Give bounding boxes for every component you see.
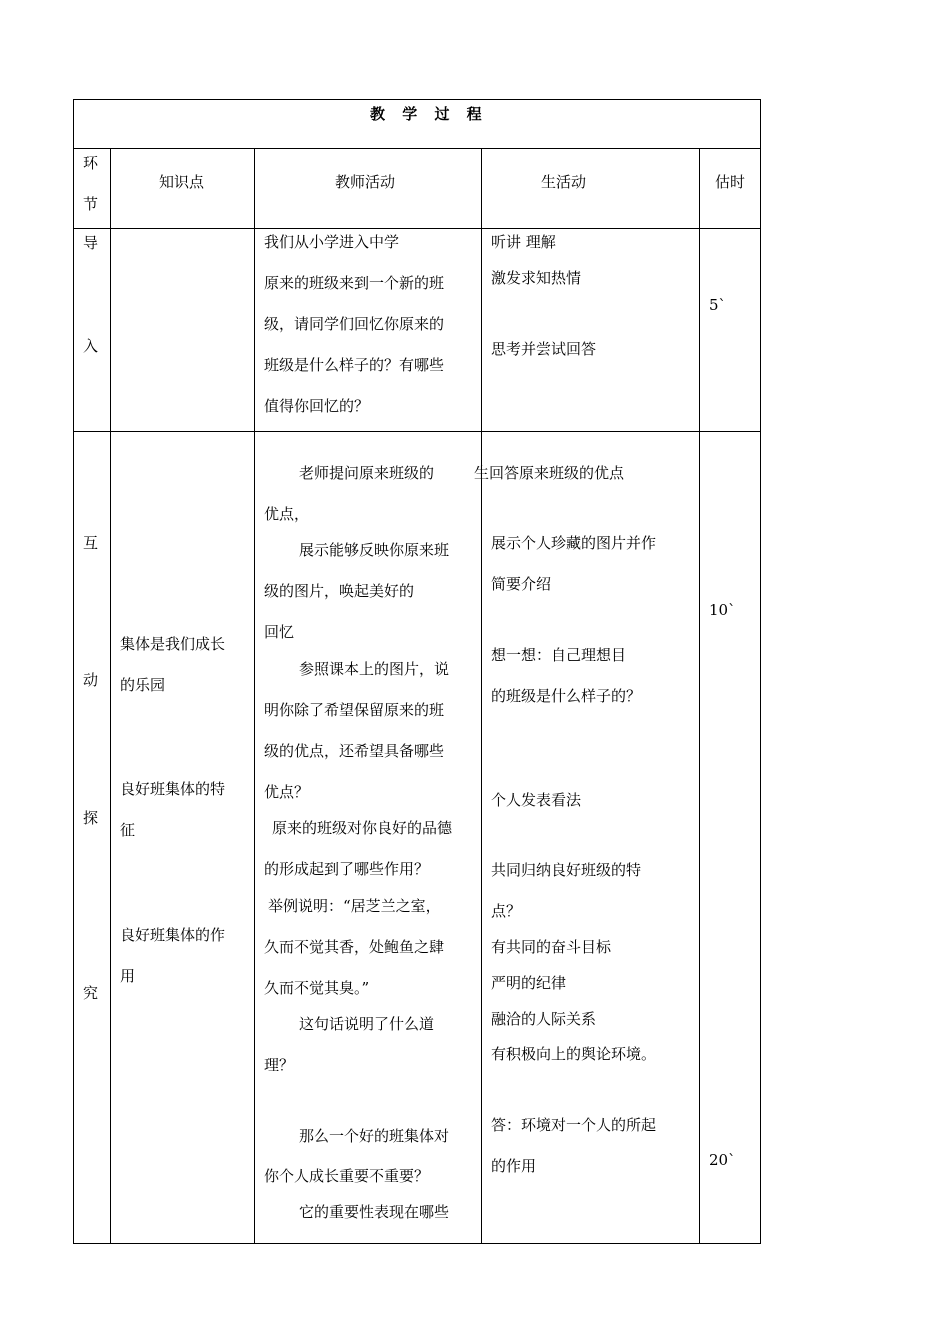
explore-segment-char: 动 — [83, 671, 99, 689]
explore-student-line: 答：环境对一个人的所起 — [491, 1116, 657, 1134]
intro-student-line: 思考并尝试回答 — [491, 340, 597, 358]
explore-student-line: 简要介绍 — [491, 575, 552, 593]
intro-segment-line2: 入 — [83, 337, 99, 355]
rule-below-intro — [73, 431, 761, 432]
explore-segment-char: 探 — [83, 809, 99, 827]
explore-student-line: 有共同的奋斗目标 — [491, 938, 612, 956]
explore-teacher-line: 这句话说明了什么道 — [299, 1015, 435, 1033]
intro-teacher-line: 我们从小学进入中学 — [264, 233, 400, 251]
knowledge-item-line: 集体是我们成长 — [120, 635, 226, 653]
intro-teacher-line: 班级是什么样子的？有哪些 — [264, 356, 445, 374]
knowledge-item-line: 的乐园 — [120, 676, 166, 694]
rule-below-title — [73, 148, 761, 149]
explore-student-line: 的班级是什么样子的？ — [491, 687, 642, 705]
intro-time: 5` — [709, 296, 727, 314]
explore-student-line: 有积极向上的舆论环境。 — [491, 1045, 657, 1063]
intro-segment-line1: 导 — [83, 234, 99, 252]
intro-teacher-line: 值得你回忆的？ — [264, 397, 370, 415]
explore-time: 20` — [709, 1151, 736, 1169]
rule-below-header — [73, 228, 761, 229]
explore-teacher-line: 久而不觉其臭。” — [264, 979, 370, 997]
intro-student-line: 激发求知热情 — [491, 269, 582, 287]
explore-student-line: 个人发表看法 — [491, 791, 582, 809]
explore-segment-char: 究 — [83, 984, 99, 1002]
explore-teacher-line: 老师提问原来班级的 — [299, 464, 435, 482]
knowledge-item-line: 良好班集体的作 — [120, 926, 226, 944]
header-teacher: 教师活动 — [335, 173, 396, 191]
explore-teacher-line: 原来的班级对你良好的品德 — [272, 819, 453, 837]
col-divider-4 — [699, 148, 700, 1244]
explore-student-line: 融洽的人际关系 — [491, 1010, 597, 1028]
header-knowledge: 知识点 — [159, 173, 205, 191]
intro-teacher-line: 原来的班级来到一个新的班 — [264, 274, 445, 292]
col-divider-3 — [481, 148, 482, 1244]
explore-segment-char: 互 — [83, 534, 99, 552]
explore-teacher-line: 它的重要性表现在哪些 — [299, 1203, 450, 1221]
explore-student-line: 展示个人珍藏的图片并作 — [491, 534, 657, 552]
col-divider-2 — [254, 148, 255, 1244]
explore-teacher-line: 那么一个好的班集体对 — [299, 1127, 450, 1145]
header-time: 估时 — [715, 173, 746, 191]
explore-teacher-line: 回忆 — [264, 623, 295, 641]
explore-teacher-line: 参照课本上的图片，说 — [299, 660, 450, 678]
explore-teacher-line: 久而不觉其香，处鲍鱼之肆 — [264, 938, 445, 956]
explore-teacher-line: 优点， — [264, 505, 310, 523]
intro-teacher-line: 级，请同学们回忆你原来的 — [264, 315, 445, 333]
intro-student-line: 听讲 理解 — [491, 233, 556, 251]
explore-student-line: 的作用 — [491, 1157, 537, 1175]
explore-time: 10` — [709, 601, 736, 619]
explore-student-line: 严明的纪律 — [491, 974, 567, 992]
explore-teacher-line: 级的优点，还希望具备哪些 — [264, 742, 445, 760]
explore-teacher-line: 展示能够反映你原来班 — [299, 541, 450, 559]
explore-teacher-line: 举例说明：“居芝兰之室， — [268, 897, 441, 915]
explore-student-line: 共同归纳良好班级的特 — [491, 861, 642, 879]
header-student: 生活动 — [541, 173, 587, 191]
explore-teacher-line: 优点？ — [264, 783, 310, 801]
explore-teacher-line: 的形成起到了哪些作用？ — [264, 860, 430, 878]
explore-student-line: 想一想：自己理想目 — [491, 646, 627, 664]
explore-teacher-line: 理？ — [264, 1056, 295, 1074]
explore-teacher-line: 级的图片，唤起美好的 — [264, 582, 415, 600]
explore-teacher-line: 明你除了希望保留原来的班 — [264, 701, 445, 719]
explore-student-line: 生回答原来班级的优点 — [474, 464, 625, 482]
explore-teacher-line: 你个人成长重要不重要？ — [264, 1167, 430, 1185]
knowledge-item-line: 良好班集体的特 — [120, 780, 226, 798]
col-divider-1 — [110, 148, 111, 1244]
table-title: 教 学 过 程 — [370, 105, 488, 123]
header-segment-line1: 环 — [83, 154, 99, 172]
knowledge-item-line: 用 — [120, 967, 136, 985]
knowledge-item-line: 征 — [120, 821, 136, 839]
explore-student-line: 点？ — [491, 902, 522, 920]
header-segment-line2: 节 — [83, 195, 99, 213]
